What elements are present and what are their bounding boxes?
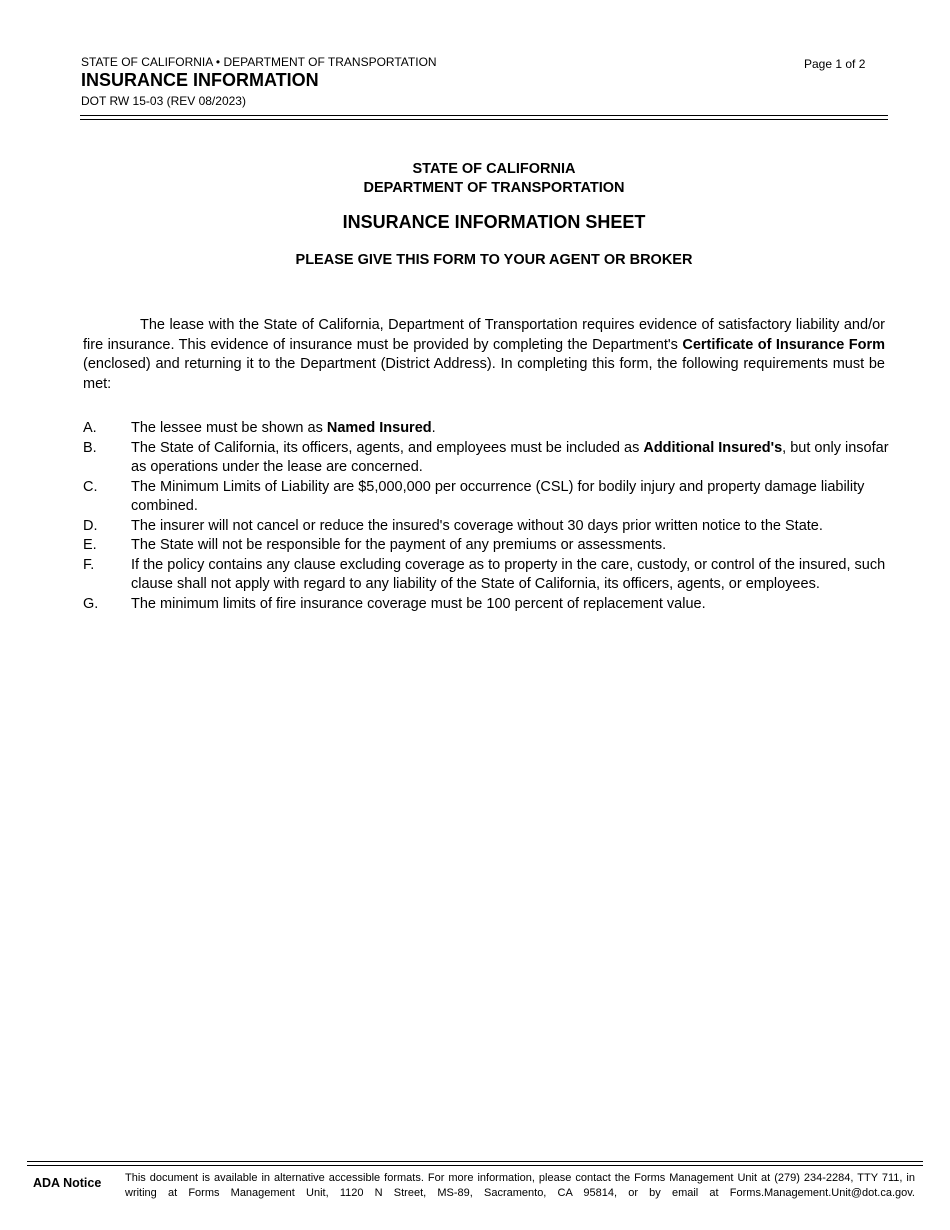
- intro-text-bold: Certificate of Insurance Form: [682, 336, 886, 353]
- requirement-letter: A.: [83, 420, 97, 436]
- requirement-item: [83, 595, 889, 615]
- heading-department: DEPARTMENT OF TRANSPORTATION: [363, 180, 625, 196]
- ada-notice-label: ADA Notice: [33, 1176, 102, 1190]
- form-header: [81, 55, 888, 108]
- agency-name: STATE OF CALIFORNIA • DEPARTMENT OF TRANSPORTATION: [81, 55, 437, 69]
- footer-divider: [27, 1161, 923, 1166]
- requirement-text-plain: The State of California, its officers, agents, and employees must be included as: [131, 439, 644, 456]
- intro-paragraph: [83, 316, 885, 394]
- requirement-text: [131, 439, 889, 478]
- header-divider: [80, 115, 888, 120]
- requirement-letter: G.: [83, 595, 99, 612]
- intro-text-part1: The lease with the State of California, Department of Transportation requires evidence of satisfactory liability and/or fire insurance. This evidence of insurance must be provided by completing the Department's: [83, 317, 885, 353]
- requirement-letter: B.: [83, 439, 97, 456]
- requirement-text-plain: The minimum limits of fire insurance coverage must be 100 percent of replacement value.: [131, 595, 706, 612]
- sheet-title: INSURANCE INFORMATION SHEET: [342, 212, 646, 232]
- requirement-text: [131, 536, 889, 556]
- requirement-item: [83, 556, 889, 595]
- requirement-text: [131, 556, 889, 595]
- requirement-item: [83, 478, 889, 517]
- page-indicator: Page 1 of 2: [804, 57, 866, 71]
- requirement-text-plain: The Minimum Limits of Liability are $5,000,000 per occurrence (CSL) for bodily injury and property damage liability combined.: [131, 478, 865, 514]
- requirement-item: [83, 536, 889, 556]
- requirement-text-bold: Named Insured: [326, 420, 432, 436]
- heading-state: STATE OF CALIFORNIA: [412, 161, 576, 177]
- requirement-text-plain: The insurer will not cancel or reduce the insured's coverage without 30 days prior written notice to the State.: [131, 517, 823, 534]
- requirement-letter: D.: [83, 517, 98, 534]
- requirement-text: [131, 595, 889, 615]
- requirement-text-plain: The lessee must be shown as: [131, 420, 327, 436]
- requirement-text-plain: If the policy contains any clause excluding coverage as to property in the care, custody, or control of the insured, such clause shall not apply with regard to any liability of the State of California, its officers, agents, or employees.: [131, 556, 886, 592]
- requirement-item: [83, 439, 889, 478]
- requirements-list: [83, 419, 889, 614]
- requirement-text: [131, 419, 889, 439]
- requirement-text-after: , but only insofar as operations under the lease are concerned.: [131, 439, 889, 475]
- requirement-letter: F.: [83, 556, 95, 573]
- requirement-text: [131, 517, 889, 537]
- requirement-letter: C.: [83, 478, 98, 495]
- requirement-letter: E.: [83, 537, 97, 553]
- intro-text-part2: (enclosed) and returning it to the Department (District Address). In completing this form, the following requirements must be met:: [83, 356, 885, 392]
- requirement-text-plain: The State will not be responsible for the payment of any premiums or assessments.: [131, 537, 667, 553]
- requirement-item: [83, 517, 889, 537]
- agent-instruction: PLEASE GIVE THIS FORM TO YOUR AGENT OR BROKER: [295, 252, 693, 268]
- form-title: INSURANCE INFORMATION: [81, 70, 319, 90]
- ada-notice-text: This document is available in alternative accessible formats. For more information, please contact the Forms Management Unit at (279) 234-2284, TTY 711, in writing at Forms Management Unit, 1120 N Street, MS-89, Sacramento, CA 95814, or by email at Forms.Management.Unit@dot.ca.gov.: [125, 1172, 915, 1199]
- requirement-item: [83, 419, 889, 439]
- form-number: DOT RW 15-03 (REV 08/2023): [81, 94, 246, 108]
- requirement-text: [131, 478, 889, 517]
- requirement-text-bold: Additional Insured's: [643, 439, 783, 456]
- requirement-text-after: .: [431, 420, 436, 436]
